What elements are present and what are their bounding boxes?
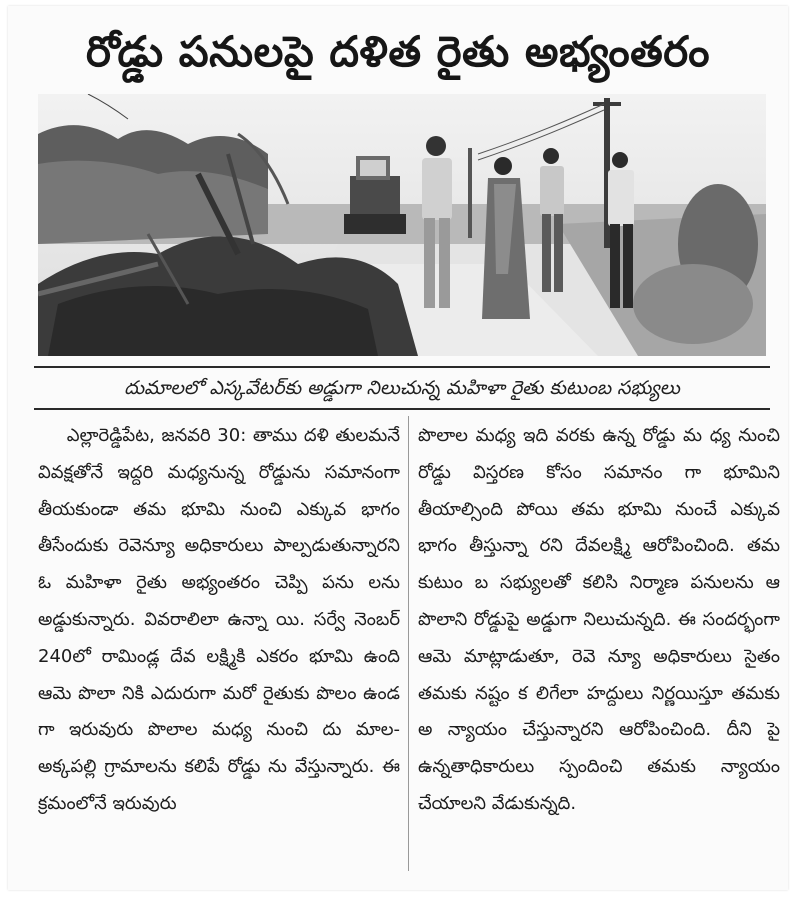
newspaper-clipping [8,6,788,890]
news-photo [38,94,766,356]
column-divider [408,416,409,871]
article-body-right: పొలాల మధ్య ఇది వరకు ఉన్న రోడ్డు మ ధ్య నుంచి రోడ్డు విస్తరణ కోసం సమానం గా భూమిని తీయాల్సింది పోయి తమ భూమి నుంచే ఎక్కువ భాగం తీస్తున్నా రని దేవలక్ష్మి ఆరోపించింది. తమ కుటుం బ సభ్యులతో కలిసి నిర్మాణ పనులను ఆ పొలాని రోడ్డుపై అడ్డుగా నిలుచున్నది. ఈ సందర్భంగా ఆమె మాట్లాడుతూ, రెవె న్యూ అధికారులు సైతం తమకు నష్టం క లిగేలా హద్దులు నిర్ణయిస్తూ తమకు అ న్యాయం చేస్తున్నారని ఆరోపించింది. దీని పై ఉన్నతాధికారులు స్పందించి తమకు న్యాయం చేయాలని వేడుకున్నది. [418,425,780,814]
article-column-right [418,418,780,823]
article-column-left [38,418,400,823]
article-body-left: ఎల్లారెడ్డిపేట, జనవరి 30: తాము దళి తులమనే వివక్షతోనే ఇద్దరి మధ్యనున్న రోడ్డును సమానంగా తీయకుండా తమ భూమి నుంచి ఎక్కువ భాగం తీసేందుకు రెవెన్యూ అధికారులు పాల్పడుతున్నారని ఓ మహిళా రైతు అభ్యంతరం చెప్పి పను లను అడ్డుకున్నారు. వివరాలిలా ఉన్నా యి. సర్వే నెంబర్ 240లో రామిండ్ల దేవ లక్ష్మికి ఎకరం భూమి ఉంది ఆమె పొలా నికి ఎదురుగా మరో రైతుకు పొలం ఉండ గా ఇరువురు పొలాల మధ్య నుంచి దు మాల-అక్కపల్లి గ్రామాలను కలిపే రోడ్డు ను వేస్తున్నారు. ఈ క్రమంలోనే ఇరువురు [38,425,400,814]
photo-caption: దుమాలలో ఎస్కవేటర్‌కు అడ్డుగా నిలుచున్న మహిళా రైతు కుటుంబ సభ్యులు [34,366,770,410]
headline: రోడ్డు పనులపై దళిత రైతు అభ్యంతరం [85,27,711,76]
